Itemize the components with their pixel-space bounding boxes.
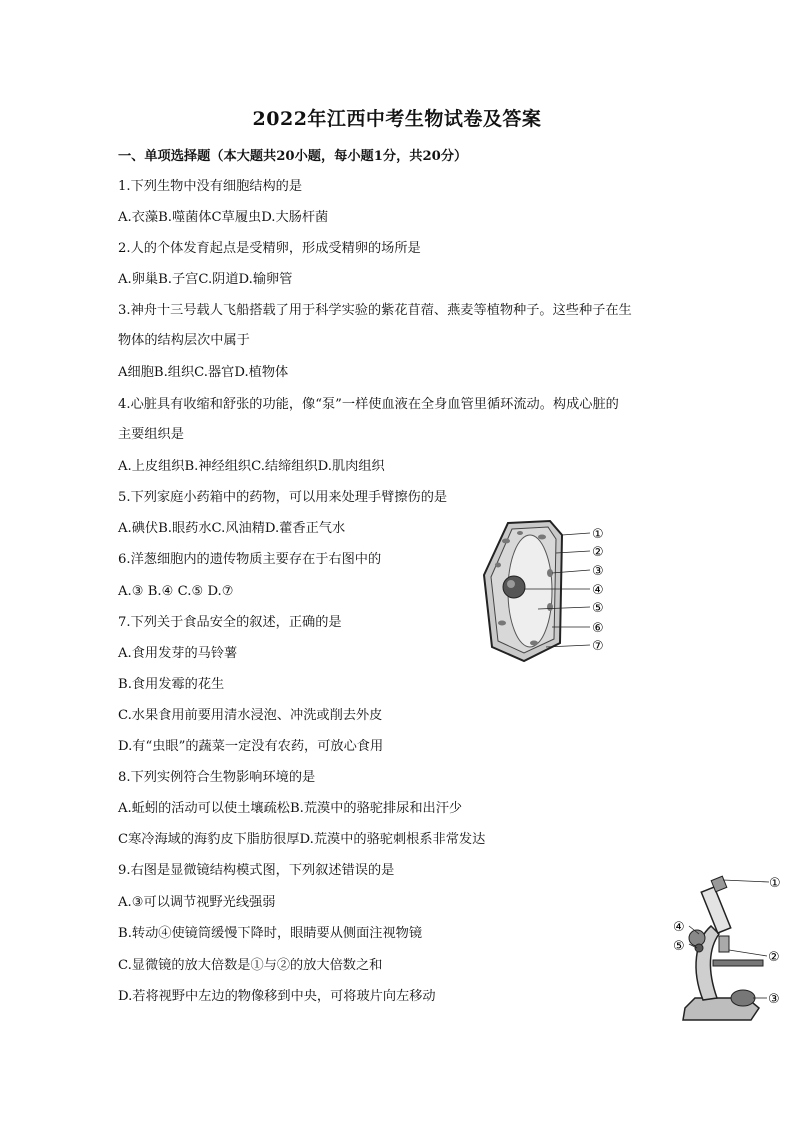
cell-label-1: ① [592, 527, 604, 542]
option-line: C寒冷海域的海豹皮下脂肪很厚D.荒漠中的骆驼刺根系非常发达 [118, 832, 486, 847]
mirror [731, 990, 755, 1006]
question-line: 3.神舟十三号载人飞船搭载了用于科学实验的紫花苜蓿、燕麦等植物种子。这些种子在生 [118, 303, 632, 318]
microscope-tube [701, 887, 730, 933]
cell-label-4: ④ [592, 583, 604, 598]
nucleus [503, 576, 525, 598]
option-line: B.食用发霉的花生 [118, 677, 225, 692]
option-line: C.显微镜的放大倍数是①与②的放大倍数之和 [118, 958, 383, 973]
question-line: 主要组织是 [118, 427, 184, 442]
option-line: B.转动④使镜筒缓慢下降时，眼睛要从侧面注视物镜 [118, 926, 423, 941]
microscope-label-2: ② [768, 950, 780, 965]
question-line: 8.下列实例符合生物影响环境的是 [118, 770, 316, 785]
option-line: A.③ B.④ C.⑤ D.⑦ [118, 584, 234, 599]
nucleolus [507, 580, 515, 588]
section-heading: 一、单项选择题（本大题共20小题，每小题1分，共20分） [118, 149, 468, 164]
microscope-label-4: ④ [673, 920, 685, 935]
microscope-diagram [655, 870, 785, 1030]
option-line: A细胞B.组织C.器官D.植物体 [118, 365, 289, 380]
cell-label-7: ⑦ [592, 639, 604, 654]
option-line: C.水果食用前要用清水浸泡、冲洗或削去外皮 [118, 708, 383, 723]
question-line: 1.下列生物中没有细胞结构的是 [118, 179, 303, 194]
stage [713, 960, 763, 966]
option-line: A.卵巢B.子宫C.阴道D.输卵管 [118, 272, 293, 287]
question-line: 4.心脏具有收缩和舒张的功能，像“泵”一样使血液在全身血管里循环流动。构成心脏的 [118, 397, 619, 412]
question-line: 9.右图是显微镜结构模式图，下列叙述错误的是 [118, 863, 395, 878]
plant-cell-diagram [478, 515, 618, 665]
option-line: A.食用发芽的马铃薯 [118, 646, 238, 661]
question-line: 7.下列关于食品安全的叙述，正确的是 [118, 615, 342, 630]
option-line: D.有“虫眼”的蔬菜一定没有农药，可放心食用 [118, 739, 384, 754]
microscope-label-3: ③ [768, 992, 780, 1007]
cell-label-5: ⑤ [592, 601, 604, 616]
option-line: A.③可以调节视野光线强弱 [118, 895, 276, 910]
cell-label-6: ⑥ [592, 621, 604, 636]
option-line: A.蚯蚓的活动可以使土壤疏松B.荒漠中的骆驼排尿和出汗少 [118, 801, 463, 816]
option-line: D.若将视野中左边的物像移到中央，可将玻片向左移动 [118, 989, 436, 1004]
page-title: 2022年江西中考生物试卷及答案 [252, 108, 542, 130]
question-line: 6.洋葱细胞内的遗传物质主要存在于右图中的 [118, 552, 382, 567]
microscope-label-5: ⑤ [673, 939, 685, 954]
option-line: A.碘伏B.眼药水C.风油精D.藿香正气水 [118, 521, 346, 536]
option-line: A.衣藻B.噬菌体C草履虫D.大肠杆菌 [118, 210, 329, 225]
microscope-label-1: ① [769, 876, 781, 891]
question-line: 2.人的个体发育起点是受精卵，形成受精卵的场所是 [118, 241, 421, 256]
option-line: A.上皮组织B.神经组织C.结缔组织D.肌肉组织 [118, 459, 385, 474]
question-line: 5.下列家庭小药箱中的药物，可以用来处理手臂擦伤的是 [118, 490, 448, 505]
cell-label-3: ③ [592, 564, 604, 579]
cell-label-2: ② [592, 545, 604, 560]
objective-lens [719, 936, 729, 952]
question-line: 物体的结构层次中属于 [118, 333, 250, 348]
